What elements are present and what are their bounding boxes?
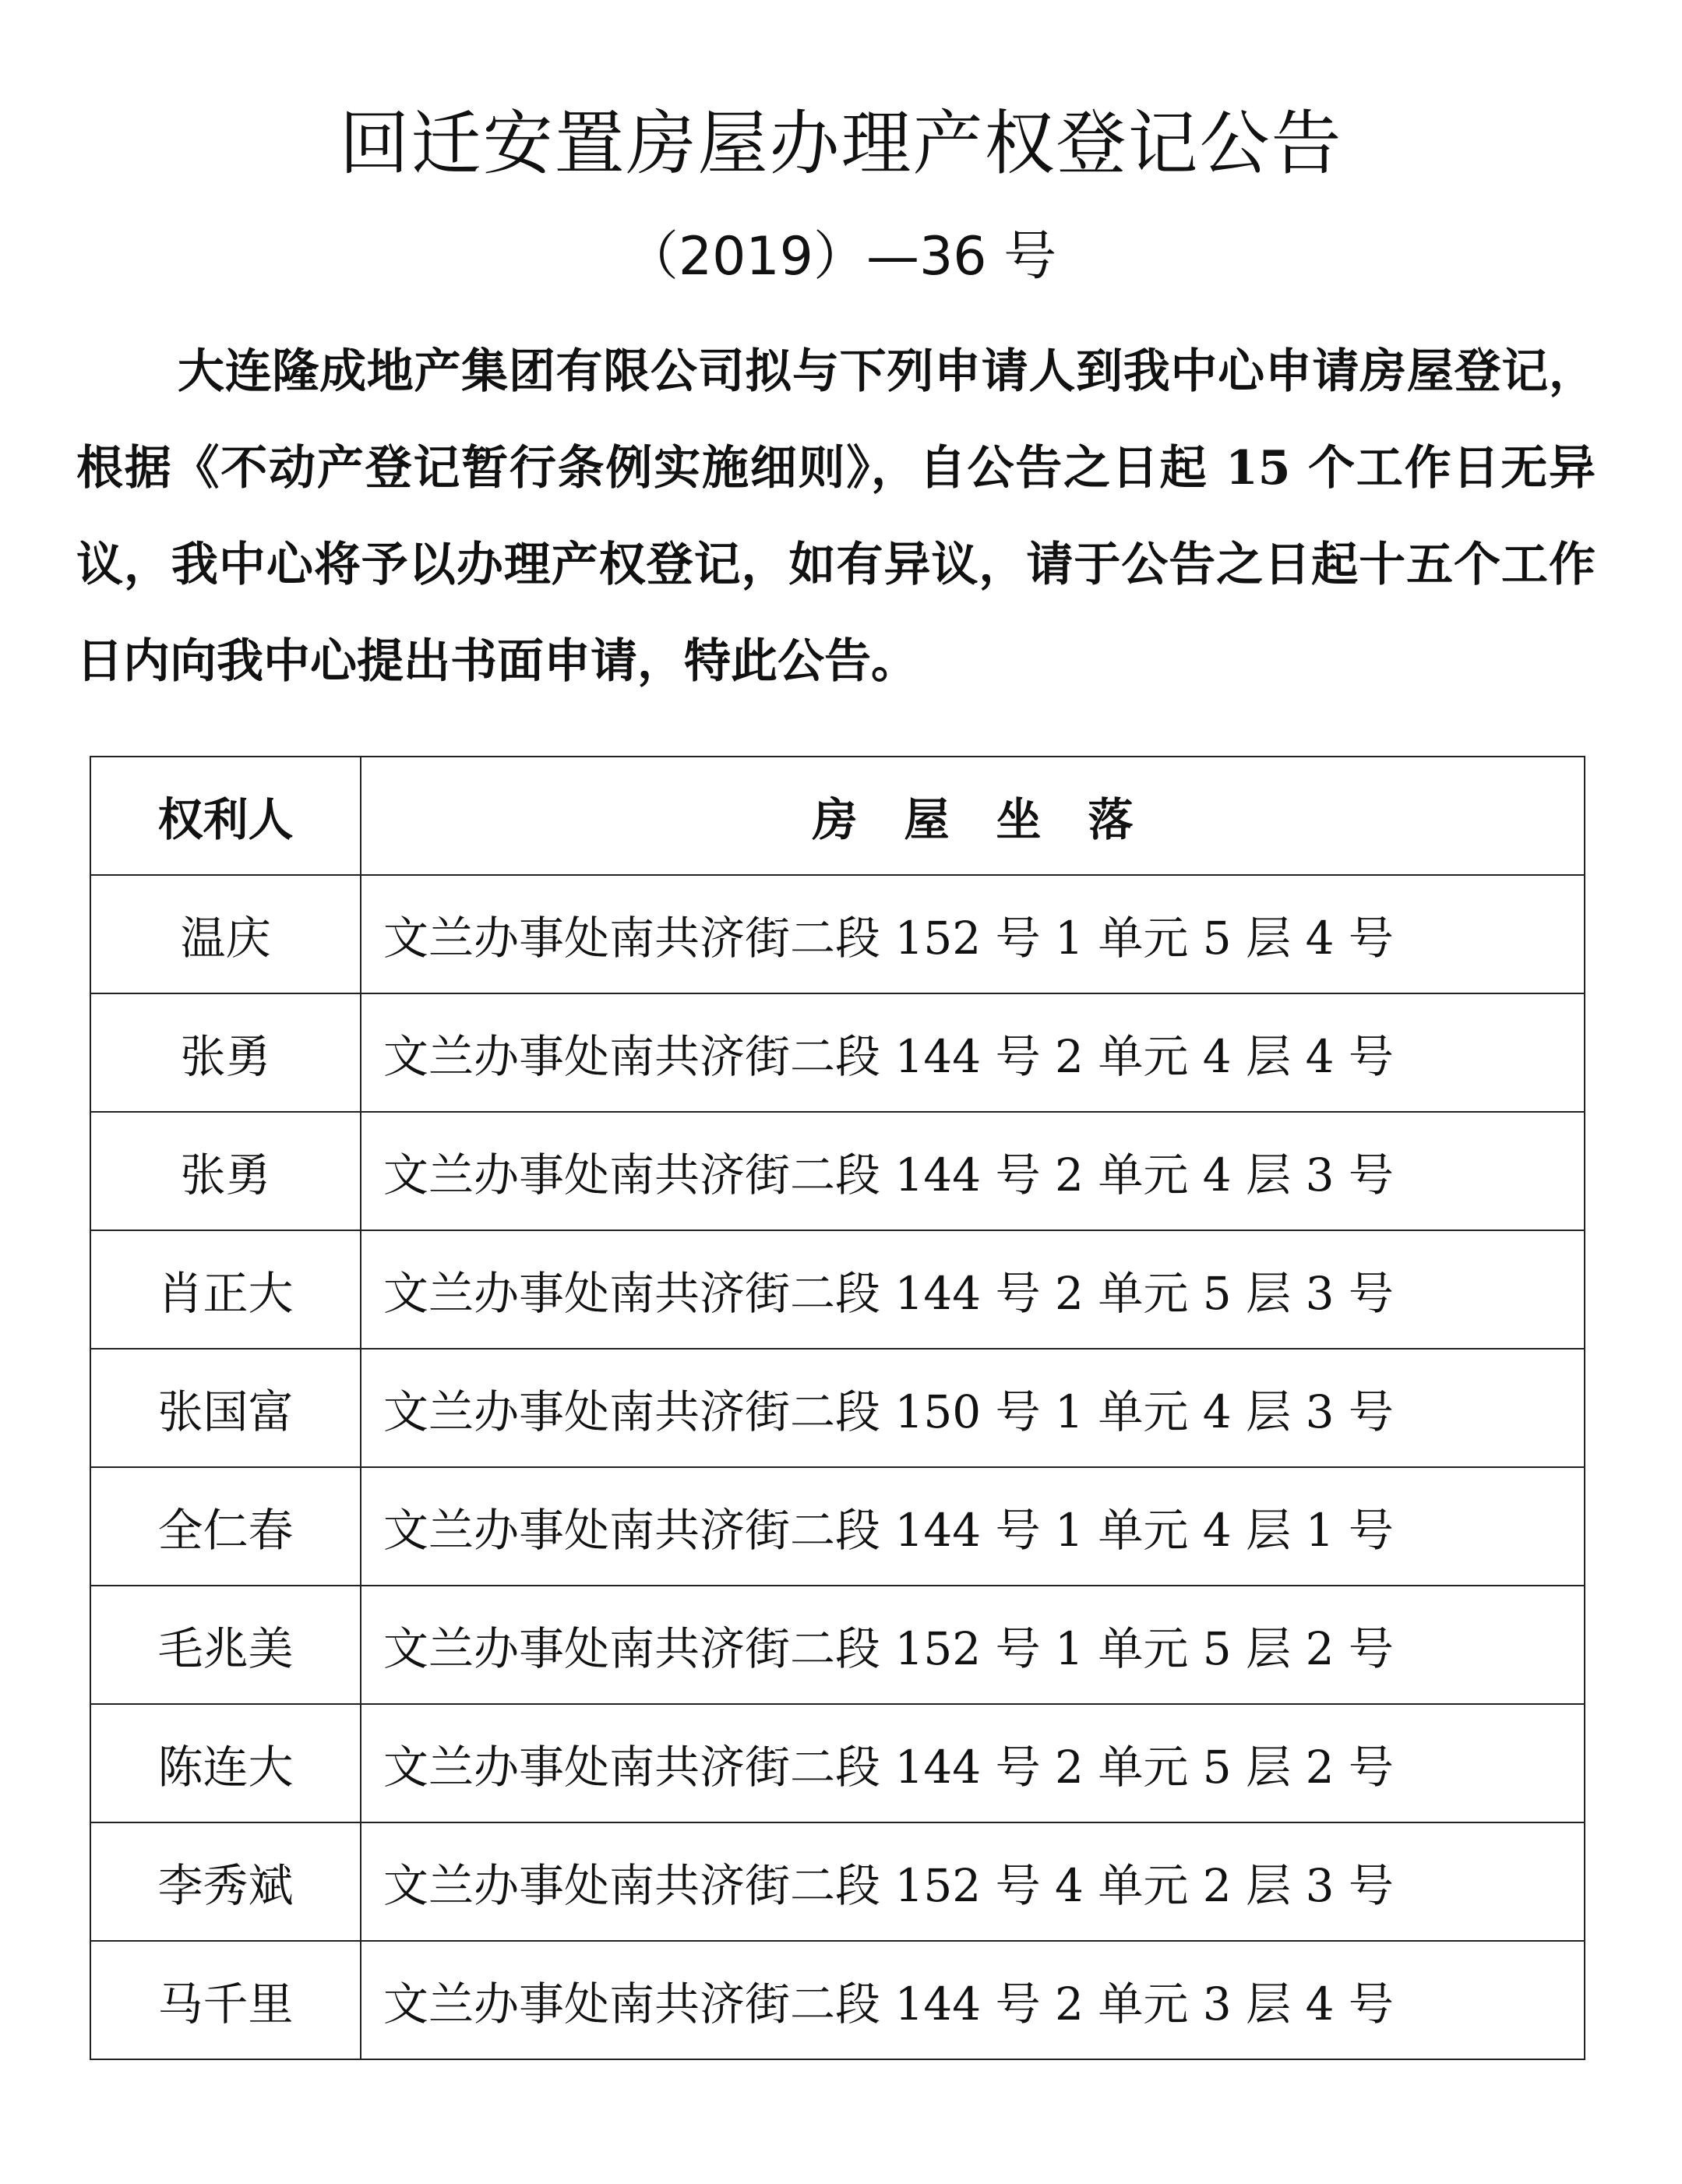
location-cell: 文兰办事处南共济街二段 152 号 1 单元 5 层 4 号	[361, 875, 1585, 993]
owner-cell: 全仁春	[90, 1467, 361, 1586]
table-row	[90, 1112, 1585, 1230]
owner-cell: 温庆	[90, 875, 361, 993]
location-cell: 文兰办事处南共济街二段 144 号 2 单元 5 层 3 号	[361, 1230, 1585, 1349]
table-row	[90, 1704, 1585, 1822]
notice-title: 回迁安置房屋办理产权登记公告	[339, 103, 1343, 185]
table-header-row	[90, 757, 1585, 875]
table-row	[90, 1586, 1585, 1704]
table-row	[90, 1230, 1585, 1349]
notice-number: （2019）—36 号	[625, 226, 1057, 288]
location-cell: 文兰办事处南共济街二段 144 号 2 单元 4 层 4 号	[361, 993, 1585, 1112]
owner-cell: 张国富	[90, 1349, 361, 1467]
location-cell: 文兰办事处南共济街二段 144 号 2 单元 3 层 4 号	[361, 1941, 1585, 2059]
owner-cell: 肖正大	[90, 1230, 361, 1349]
table-row	[90, 1349, 1585, 1467]
owner-cell: 马千里	[90, 1941, 361, 2059]
location-cell: 文兰办事处南共济街二段 150 号 1 单元 4 层 3 号	[361, 1349, 1585, 1467]
owner-location-table	[90, 756, 1585, 2060]
location-cell: 文兰办事处南共济街二段 152 号 1 单元 5 层 2 号	[361, 1586, 1585, 1704]
location-cell: 文兰办事处南共济街二段 152 号 4 单元 2 层 3 号	[361, 1822, 1585, 1941]
location-cell: 文兰办事处南共济街二段 144 号 2 单元 4 层 3 号	[361, 1112, 1585, 1230]
table-row	[90, 1467, 1585, 1586]
table-row	[90, 993, 1585, 1112]
owner-cell: 毛兆美	[90, 1586, 361, 1704]
owner-cell: 张勇	[90, 993, 361, 1112]
table-row	[90, 1822, 1585, 1941]
table-row	[90, 875, 1585, 993]
owner-cell: 张勇	[90, 1112, 361, 1230]
owner-cell: 李秀斌	[90, 1822, 361, 1941]
location-cell: 文兰办事处南共济街二段 144 号 1 单元 4 层 1 号	[361, 1467, 1585, 1586]
header-owner: 权利人	[90, 757, 361, 875]
location-cell: 文兰办事处南共济街二段 144 号 2 单元 5 层 2 号	[361, 1704, 1585, 1822]
notice-body: 大连隆成地产集团有限公司拟与下列申请人到我中心申请房屋登记，根据《不动产登记暂行条例实施细则》，自公告之日起 15 个工作日无异议，我中心将予以办理产权登记，如有异议，请于公告之日起十五个工作日内向我中心提出书面申请，特此公告。	[76, 344, 1596, 689]
header-location: 房屋坐落	[361, 757, 1585, 875]
owner-cell: 陈连大	[90, 1704, 361, 1822]
table-row	[90, 1941, 1585, 2059]
